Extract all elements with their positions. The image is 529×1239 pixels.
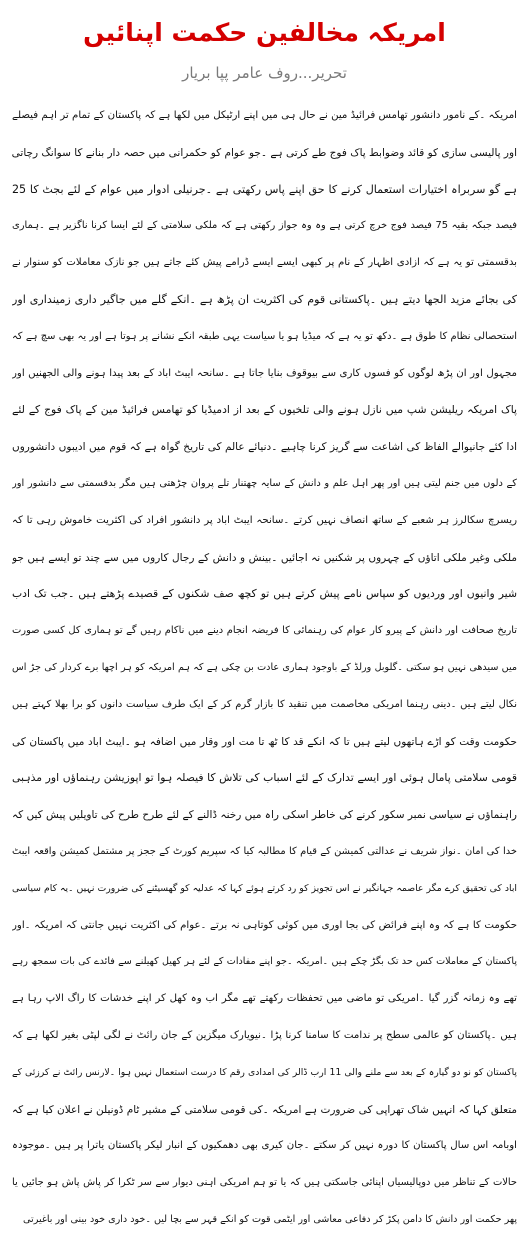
article-line: فیصد جبکہ بقیہ 75 فیصد فوج خرچ کرتی ہے وہ وہ جواز رکھتی ہے کہ ملکی سلامتی کے لئے ایسا کرنا ناگزیر ہے ۔ہماری — [12, 220, 517, 232]
article-line: حکومت کا ہے کہ وہ اپنے فرائض کی بجا اوری میں کوئی کوتاہی نہ برتے ۔عوام کی اکثریت نہیں جانتی کہ امریکہ ۔اور — [12, 919, 517, 931]
article-line: ہیں ۔پاکستان کو عالمی سطح پر ندامت کا سامنا کرنا پڑا ۔نیویارک میگزین کے جان رائٹ نے لگی لپٹی بغیر لکھا ہے کہ — [12, 1029, 517, 1041]
article-line: خدا کی امان ۔نواز شریف نے عدالتی کمیشن کے قیام کا مطالبہ کیا کہ سپریم کورٹ کے ججز پر مشتمل کمیشن واقعہ ایبٹ — [12, 845, 517, 857]
article-line: شیر وانیوں اور وردیوں کو سپاس نامے پیش کرتے ہیں تو کچھ صف شکنوں کے قصیدے پڑھتے ہیں ۔جب تک ادب — [12, 587, 517, 601]
article-author: تحریر...روف عامر پپا بریار — [182, 64, 347, 82]
article-line: تاریخ صحافت اور دانش کے پیرو کار عوام کی رہنمائی کا فریضہ انجام دینے میں ناکام رہیں گے تو ہماری کل کسی صورت — [12, 625, 517, 637]
article-line: استحصالی نظام کا طوق ہے ۔دکھ تو یہ ہے کہ میڈیا ہو یا سیاست یہی طبقہ انکے نشانے پر ہوتا ہے اور یہ بھی سچ ہے کہ — [12, 330, 517, 342]
article-line: امریکہ ۔کے نامور دانشور تھامس فرائیڈ مین نے حال ہی میں اپنے ارٹیکل میں لکھا ہے کہ پاکستان کے تمام تر اہم فیصلے — [12, 110, 517, 121]
article-line: میں سیدھی نہیں ہو سکتی ۔گلوبل ورلڈ کے باوجود ہماری عادت بن چکی ہے کہ ہم امریکہ کو ہر اچھا برے کردار کی جڑ اس — [12, 661, 517, 673]
article-line: اباد کی تحقیق کرے مگر عاصمہ جہانگیر نے اس تجویز کو رد کرتے ہوئے کہا کہ عدلیہ کو گھسیٹنے کی ضرورت نہیں ۔یہ کام سیاسی — [12, 882, 517, 894]
article-line: ملکی وغیر ملکی اتاؤں کے چہروں پر شکنیں نہ اجائیں ۔بینش و دانش کے رجال کاروں میں سے چند تو ایسے ہیں جو — [12, 551, 517, 564]
article-page — [0, 16, 529, 1225]
article-line: ادا کئے جانیوالے الفاظ کی اشاعت سے گریز کرنا چاہیے ۔دنیائے عالم کی تاریخ گواہ ہے کہ قوم میں ادیبوں دانشوروں — [12, 441, 517, 454]
article-line: ہے گو سربراہ اختیارات استعمال کرنے کا حق اپنے پاس رکھتی ہے ۔جرنیلی ادوار میں عوام کے لئے بجٹ کا 25 — [12, 182, 517, 196]
article-line: پاکستان کو نو دو گیارہ کے بعد سے ملنے والی 11 ارب ڈالر کی امدادی رقم کا درست استعمال نہیں ہوا ۔لارنس رائٹ نے کرزئی کے — [12, 1066, 517, 1078]
article-line: بدقسمتی تو یہ ہے کہ ازادی اظہار کے نام پر کبھی ایسے ایسے ڈرامے پیش کئے جاتے ہیں جو نازک معاملات کو سنوار نے — [12, 257, 517, 269]
article-line: حالات کے تناظر میں دوپالیسیاں اپنائی جاسکتی ہیں کہ یا تو ہم امریکی اہنی دیوار سے سر ٹکرا کر پاش پاش ہو جائیں یا — [12, 1177, 517, 1189]
article-line: تھے وہ زمانہ گزر گیا ۔امریکی تو ماضی میں تحفظات رکھتے تھے مگر اب وہ کھل کر اپنے خدشات کا راگ الاپ رہا ہے — [12, 993, 517, 1005]
article-line: نکال لیتے ہیں ۔دینی رہنما امریکی مخاصمت میں تنقید کا بازار گرم کر کے ایک طرف سیاست دانوں کو برا بھلا کہتے ہیں — [12, 698, 517, 710]
article-line: پھر حکمت اور دانش کا دامن پکڑ کر دفاعی معاشی اور ایٹمی قوت کو انکے قہر سے بچا لیں ۔خود داری خود بینی اور باغیرتی — [23, 1213, 517, 1225]
article-line: اور پالیسی سازی کو قائد وضوابط پاک فوج طے کرتی ہے ۔جو عوام کو حکمرانی میں حصہ دار بنانے کا سوانگ رچاتی — [12, 146, 517, 159]
article-body — [12, 98, 517, 1239]
article-line: ریسرچ سکالرز ہر شعبے کے ساتھ انصاف نہیں کرتے ۔سانحہ ایبٹ اباد پر دانشور افراد کی اکثریت خاموش رہی تا کہ — [12, 514, 517, 526]
article-line: قومی سلامتی پامال ہوئی اور ایسے تدارک کے لئے اسباب کی تلاش کا فیصلہ ہوا تو اپوزیشن رہنماؤں اور مذہبی — [12, 771, 517, 785]
article-line: کی بجائے مزید الجھا دیتے ہیں ۔پاکستانی قوم کی اکثریت ان پڑھ ہے ۔انکے گلے میں جاگیر داری زمینداری اور — [12, 292, 517, 306]
article-line: متعلق کہا کہ انہیں شاک تھراپی کی ضرورت ہے امریکہ ۔کی قومی سلامتی کے مشیر ٹام ڈونیلن نے اعلان کیا ہے کہ — [12, 1103, 517, 1116]
article-line: پاکستان کے معاملات کس حد تک بگڑ چکے ہیں ۔امریکہ ۔جو اپنے مفادات کے لئے ہر کھیل کھیلنے سے فائدے کی بات سمجھ رہے — [12, 956, 517, 968]
article-line: اوبامہ اس سال پاکستان کا دورہ نہیں کر سکتے ۔جان کیری بھی دھمکیوں کے انبار لیکر پاکستان یاترا پر ہیں ۔موجودہ — [12, 1140, 517, 1152]
article-line: مجہول اور ان پڑھ لوگوں کو فسوں کاری سے بیوقوف بنایا جاتا ہے ۔سانحہ ایبٹ اباد کے بعد پیدا ہونے والی الجھنیں اور — [12, 367, 517, 379]
article-line: راہنماؤں نے سیاسی نمبر سکور کرنے کی خاطر اسکی راہ میں رخنہ ڈالنے کے لئے طرح طرح کی تاویلیں پیش کیں کہ — [12, 809, 517, 822]
article-title: امریکہ مخالفین حکمت اپنائیں — [83, 18, 446, 47]
article-line: حکومت وقت کو اڑے ہاتھوں لیتے ہیں تا کہ انکے قد کا ٹھ تا مت اور وقار میں اضافہ ہو ۔ایبٹ اباد میں پاکستان کی — [12, 735, 517, 748]
article-line: پاک امریکہ ریلیشن شپ میں نازل ہونے والی تلخیوں کے بعد از ادمیڈیا کو تھامس فرائیڈ مین کے پاک فوج کے لئے — [12, 403, 517, 417]
article-line: کے دلوں میں جنم لیتی ہیں اور پھر اہل علم و دانش کے سایہ چھتنار تلے پروان چڑھتی ہیں مگر بدقسمتی سے دانشور اور — [12, 477, 517, 489]
